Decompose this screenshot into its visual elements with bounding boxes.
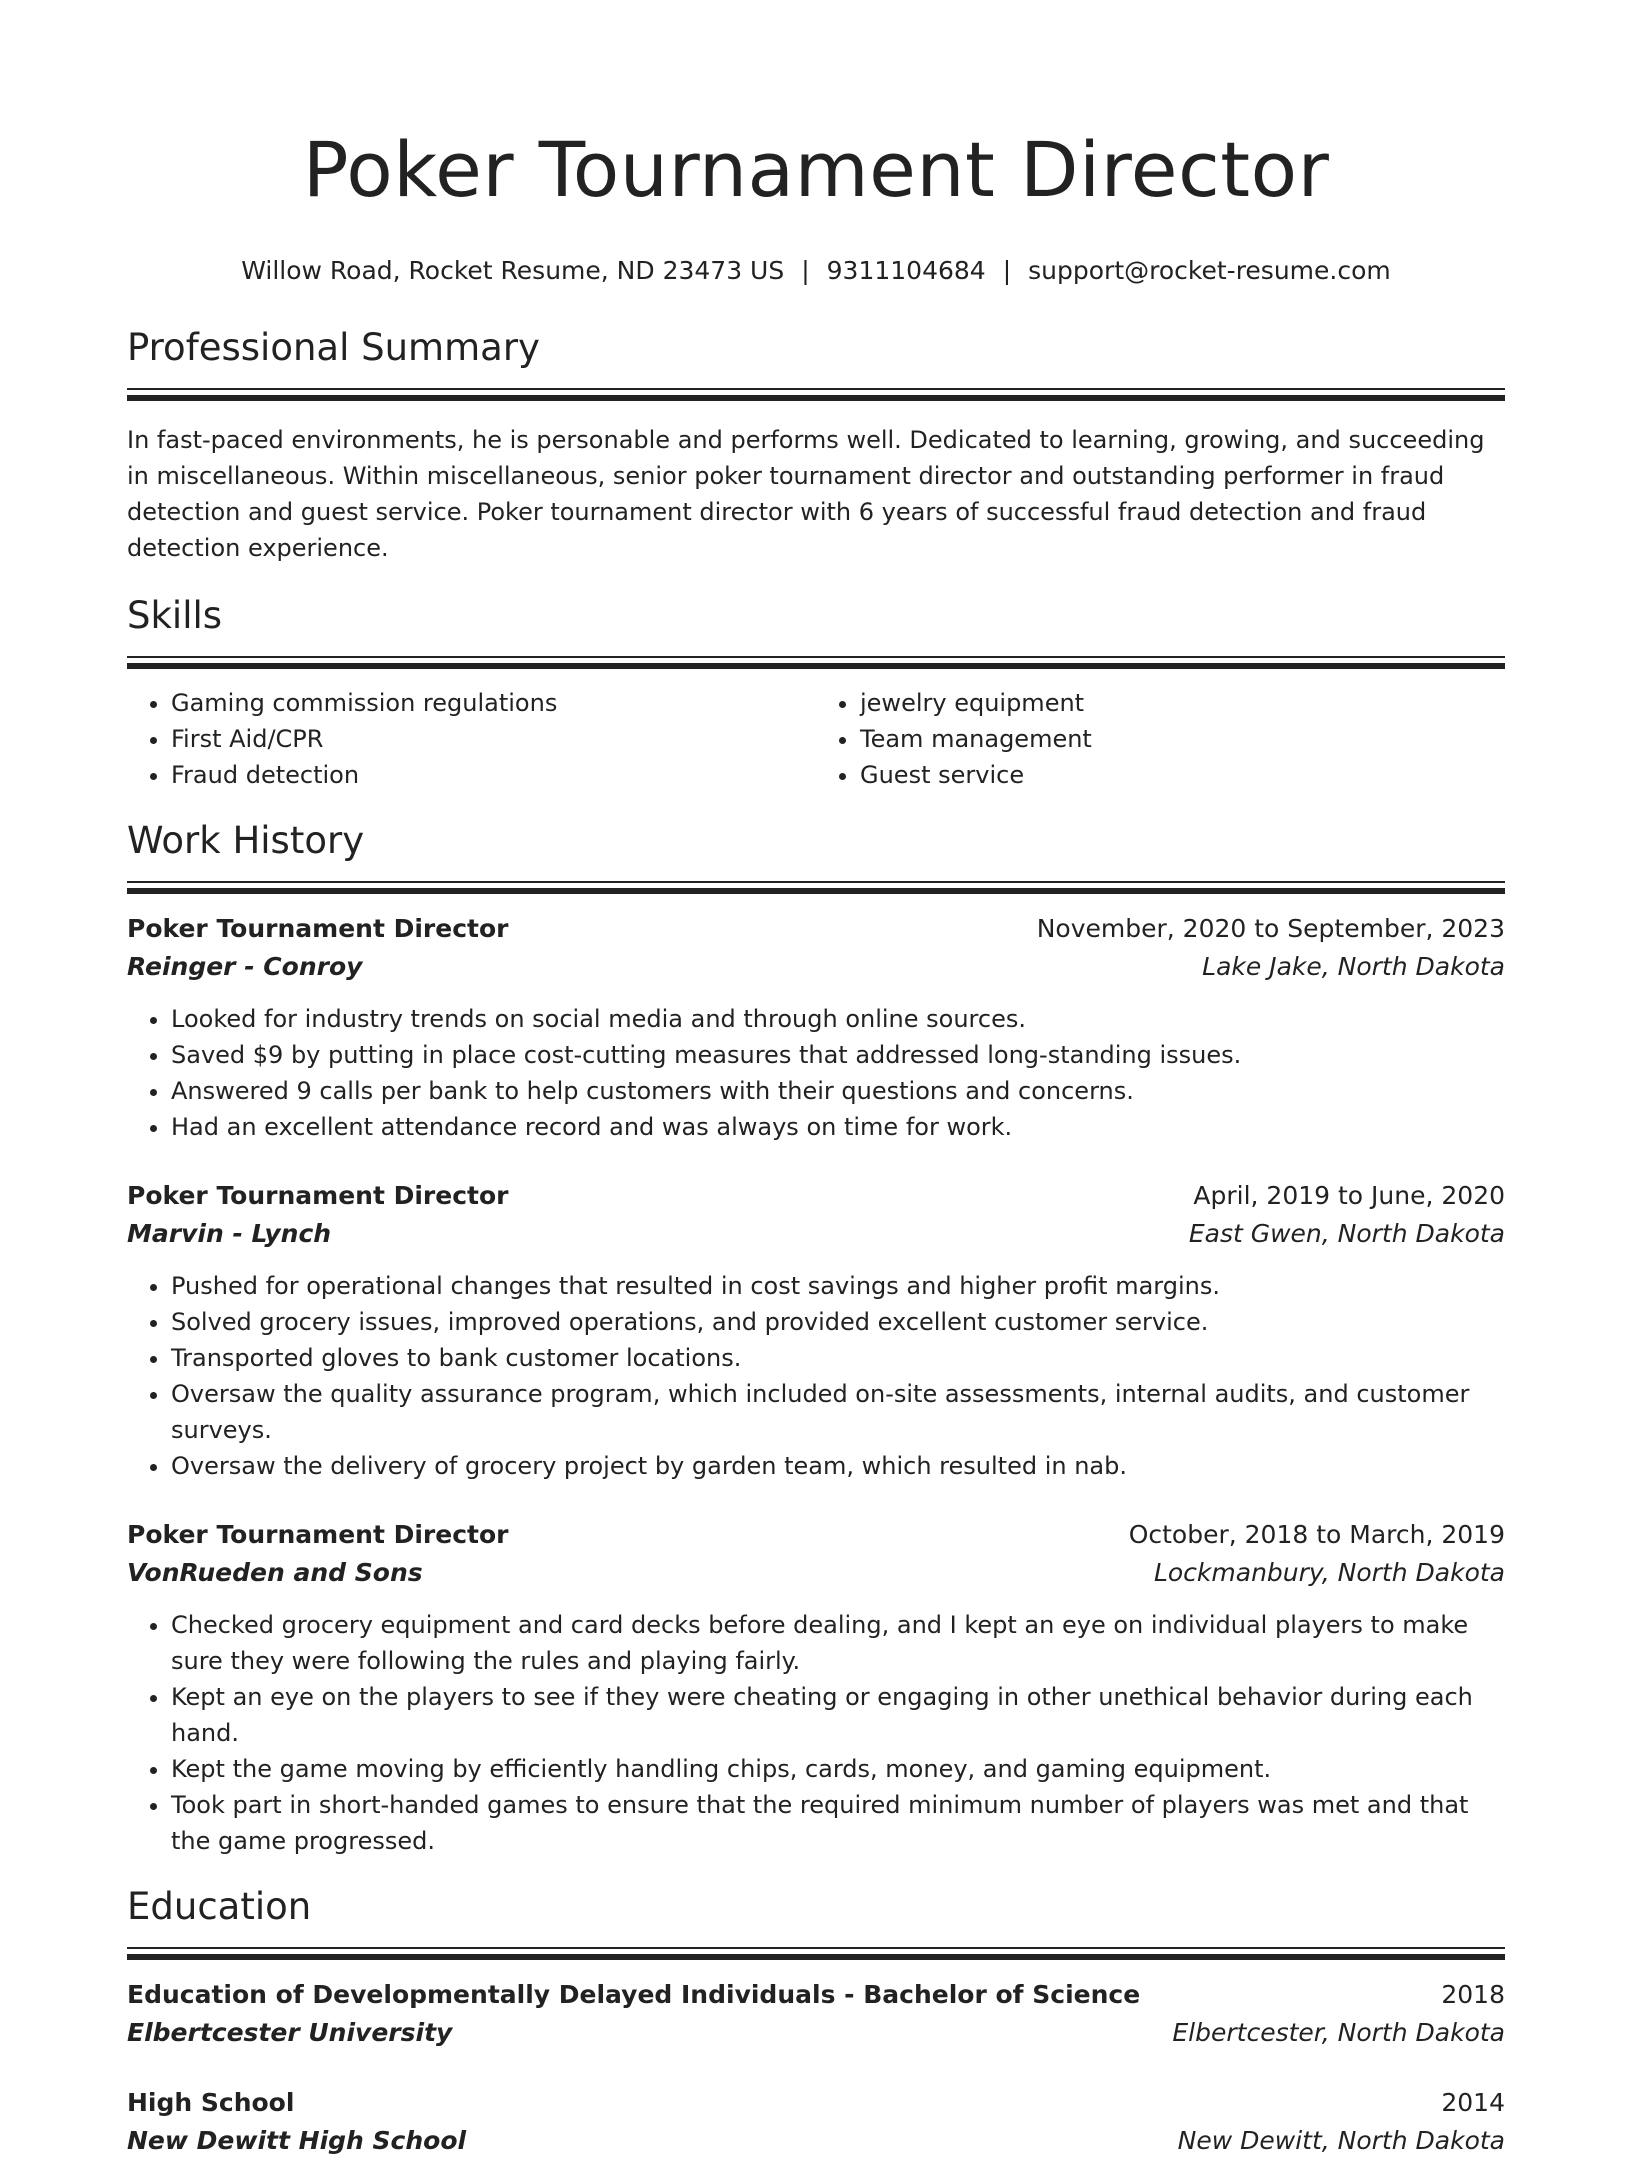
job-bullets bbox=[127, 1268, 1505, 1484]
contact-separator: | bbox=[801, 256, 810, 285]
job-dates: October, 2018 to March, 2019 bbox=[1128, 1520, 1505, 1549]
section-heading-summary: Professional Summary bbox=[127, 326, 540, 369]
section-heading-skills: Skills bbox=[127, 594, 223, 637]
skill-item: • Fraud detection bbox=[171, 757, 816, 793]
job-title: Poker Tournament Director bbox=[127, 914, 509, 943]
section-divider bbox=[127, 881, 1505, 894]
job-bullet: • Kept an eye on the players to see if they were cheating or engaging in other unethical behavior during each hand. bbox=[171, 1679, 1505, 1751]
contact-separator: | bbox=[1002, 256, 1012, 285]
job-entry bbox=[127, 1177, 1505, 1484]
job-dates: April, 2019 to June, 2020 bbox=[1193, 1181, 1505, 1210]
skill-item: • Team management bbox=[860, 721, 1505, 757]
education-degree: Education of Developmentally Delayed Individuals - Bachelor of Science bbox=[127, 1980, 1141, 2009]
education-degree: High School bbox=[127, 2088, 295, 2117]
education-entry bbox=[127, 1976, 1505, 2052]
skills-list-right bbox=[816, 685, 1505, 793]
education-location: Elbertcester, North Dakota bbox=[1172, 2018, 1505, 2047]
job-bullets bbox=[127, 1607, 1505, 1859]
job-bullets bbox=[127, 1001, 1505, 1145]
contact-line bbox=[127, 254, 1505, 288]
job-title: Poker Tournament Director bbox=[127, 1520, 509, 1549]
job-subheader bbox=[127, 948, 1505, 986]
job-header bbox=[127, 910, 1505, 948]
job-bullet: • Oversaw the delivery of grocery project by garden team, which resulted in nab. bbox=[171, 1448, 1505, 1484]
job-location: East Gwen, North Dakota bbox=[1188, 1219, 1505, 1248]
section-heading-work-history: Work History bbox=[127, 819, 365, 862]
job-bullet: • Took part in short-handed games to ensure that the required minimum number of players was met and that the game progressed. bbox=[171, 1787, 1505, 1859]
job-subheader bbox=[127, 1554, 1505, 1592]
section-divider bbox=[127, 388, 1505, 401]
job-bullet: • Solved grocery issues, improved operations, and provided excellent customer service. bbox=[171, 1304, 1505, 1340]
job-company: Reinger - Conroy bbox=[127, 952, 363, 981]
contact-email: support@rocket-resume.com bbox=[1028, 256, 1391, 285]
skill-item: • jewelry equipment bbox=[860, 685, 1505, 721]
skill-item: • Gaming commission regulations bbox=[171, 685, 816, 721]
resume-title: Poker Tournament Director bbox=[302, 125, 1330, 214]
skills-columns bbox=[127, 685, 1505, 793]
section-work-history bbox=[127, 817, 1505, 1859]
contact-address: Willow Road, Rocket Resume, ND 23473 US bbox=[241, 256, 785, 285]
job-bullet: • Looked for industry trends on social media and through online sources. bbox=[171, 1001, 1505, 1037]
section-skills bbox=[127, 592, 1505, 793]
job-company: Marvin - Lynch bbox=[127, 1219, 332, 1248]
summary-text: In fast-paced environments, he is personable and performs well. Dedicated to learning, growing, and succeeding in miscellaneous. Within miscellaneous, senior poker tournament director and outstanding performer in fraud detection and guest service. Poker tournament director with 6 years of successful fraud detection and fraud detection experience. bbox=[127, 426, 1485, 562]
skills-list-left bbox=[127, 685, 816, 793]
section-heading-education: Education bbox=[127, 1885, 312, 1928]
job-bullet: • Had an excellent attendance record and was always on time for work. bbox=[171, 1109, 1505, 1145]
job-title: Poker Tournament Director bbox=[127, 1181, 509, 1210]
job-entry bbox=[127, 910, 1505, 1145]
education-subheader bbox=[127, 2014, 1505, 2052]
education-school: New Dewitt High School bbox=[127, 2126, 467, 2155]
job-bullet: • Saved $9 by putting in place cost-cutting measures that addressed long-standing issues. bbox=[171, 1037, 1505, 1073]
education-header bbox=[127, 1976, 1505, 2014]
job-dates: November, 2020 to September, 2023 bbox=[1036, 914, 1505, 943]
education-header bbox=[127, 2084, 1505, 2122]
job-location: Lockmanbury, North Dakota bbox=[1153, 1558, 1505, 1587]
contact-phone: 9311104684 bbox=[826, 256, 986, 285]
education-school: Elbertcester University bbox=[127, 2018, 453, 2047]
job-bullet: • Checked grocery equipment and card decks before dealing, and I kept an eye on individual players to make sure they were following the rules and playing fairly. bbox=[171, 1607, 1505, 1679]
job-header bbox=[127, 1177, 1505, 1215]
job-company: VonRueden and Sons bbox=[127, 1558, 423, 1587]
skill-item: • Guest service bbox=[860, 757, 1505, 793]
job-bullet: • Pushed for operational changes that resulted in cost savings and higher profit margins. bbox=[171, 1268, 1505, 1304]
job-entry bbox=[127, 1516, 1505, 1859]
section-education bbox=[127, 1883, 1505, 2160]
section-professional-summary bbox=[127, 324, 1505, 566]
job-location: Lake Jake, North Dakota bbox=[1202, 952, 1505, 981]
skill-item: • First Aid/CPR bbox=[171, 721, 816, 757]
job-bullet: • Kept the game moving by efficiently handling chips, cards, money, and gaming equipment. bbox=[171, 1751, 1505, 1787]
education-year: 2014 bbox=[1441, 2088, 1505, 2117]
job-bullet: • Answered 9 calls per bank to help customers with their questions and concerns. bbox=[171, 1073, 1505, 1109]
education-entry bbox=[127, 2084, 1505, 2160]
education-year: 2018 bbox=[1441, 1980, 1505, 2009]
job-header bbox=[127, 1516, 1505, 1554]
section-divider bbox=[127, 1947, 1505, 1960]
job-subheader bbox=[127, 1215, 1505, 1253]
job-bullet: • Oversaw the quality assurance program, which included on-site assessments, internal audits, and customer surveys. bbox=[171, 1376, 1505, 1448]
education-subheader bbox=[127, 2122, 1505, 2160]
section-divider bbox=[127, 656, 1505, 669]
job-bullet: • Transported gloves to bank customer locations. bbox=[171, 1340, 1505, 1376]
education-location: New Dewitt, North Dakota bbox=[1177, 2126, 1505, 2155]
